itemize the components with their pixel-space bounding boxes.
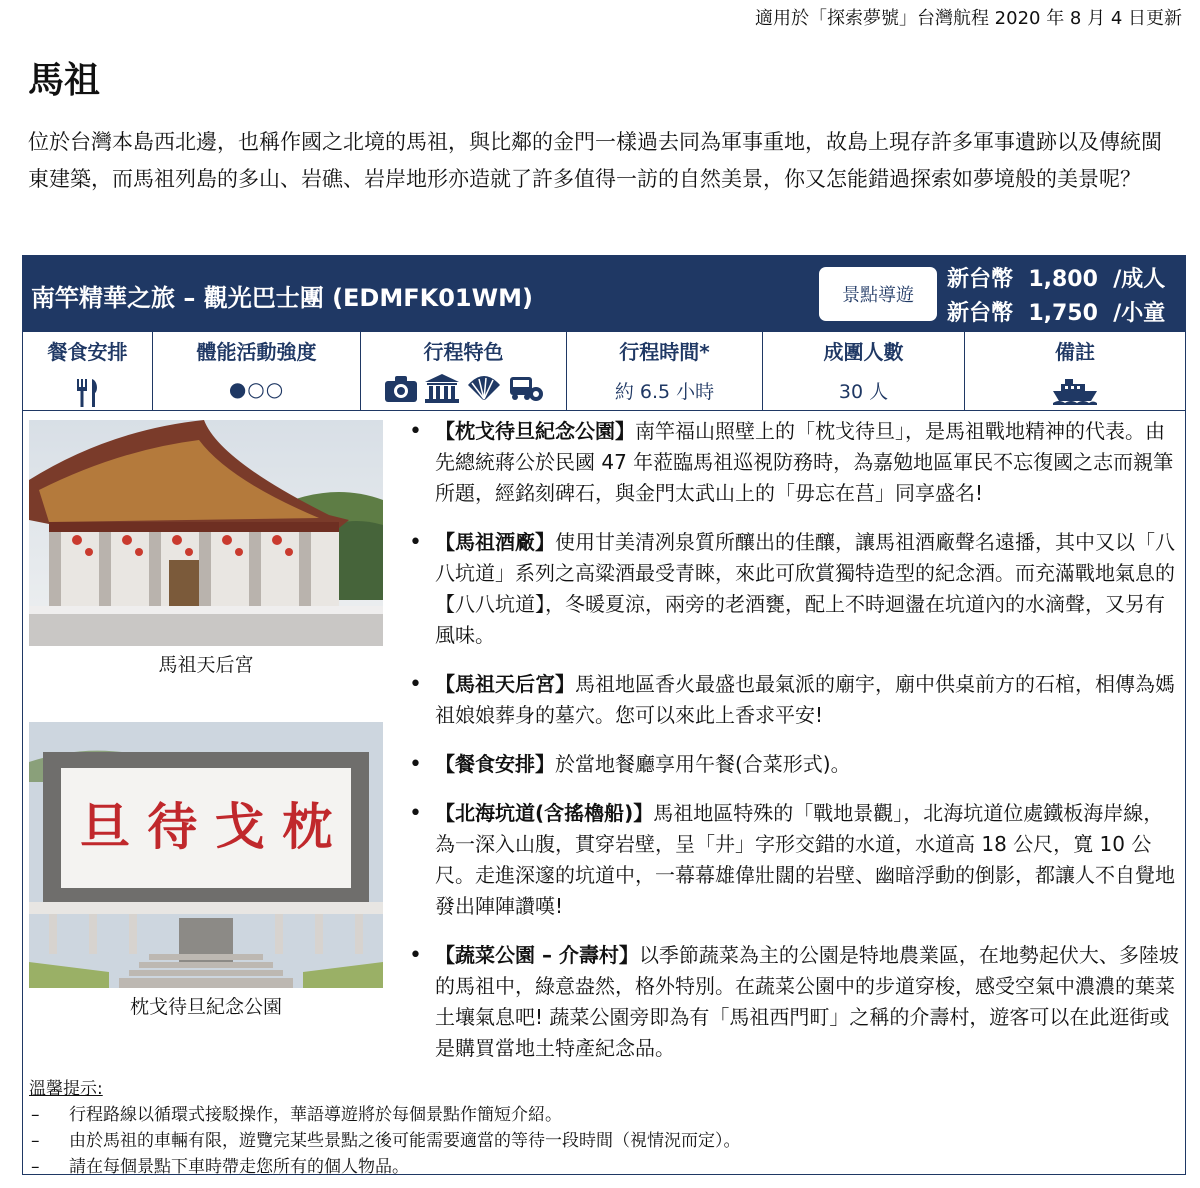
meal-label: 餐食安排 (47, 340, 128, 364)
info-meal (23, 332, 153, 410)
info-duration (567, 332, 763, 410)
price-adult: 新台幣 1,800 /成人 (947, 267, 1166, 292)
attraction-item (403, 749, 1183, 780)
tip-item: – 由於馬祖的車輛有限，遊覽完某些景點之後可能需要適當的等待一段時間（視情況而定）。 (29, 1128, 1179, 1154)
tour-box (22, 255, 1186, 1175)
intensity-rating: ●○○ (228, 377, 285, 401)
note-label: 備註 (1055, 340, 1095, 364)
guide-button[interactable]: 景點導遊 (819, 267, 937, 321)
group-value: 30 人 (838, 381, 889, 403)
attraction-item (403, 669, 1183, 731)
fan-icon (466, 373, 502, 403)
attraction-item (403, 416, 1183, 509)
price-child: 新台幣 1,750 /小童 (947, 301, 1166, 326)
attraction-title: 【馬祖酒廠】 (435, 530, 555, 554)
attraction-item (403, 940, 1183, 1064)
tour-name: 南竿精華之旅 – 觀光巴士團 (EDMFK01WM) (31, 284, 533, 312)
duration-label: 行程時間* (619, 340, 710, 364)
temple-caption: 馬祖天后宮 (158, 654, 254, 676)
attraction-text: 使用甘美清冽泉質所釀出的佳釀，讓馬祖酒廠聲名遠播，其中又以「八八坑道」系列之高粱酒最受青睞，來此可欣賞獨特造型的紀念酒。而充滿戰地氣息的【八八坑道】，冬暖夏涼，兩旁的老酒甕，配上不時迴盪在坑道內的水滴聲，又另有風味。 (435, 530, 1175, 647)
attraction-title: 【蔬菜公園 – 介壽村】 (435, 943, 639, 967)
info-intensity (153, 332, 361, 410)
page-title: 馬祖 (28, 60, 101, 101)
attraction-item (403, 527, 1183, 651)
info-row (23, 332, 1185, 411)
bus-gear-icon (508, 373, 544, 403)
features-icons (384, 373, 544, 403)
meal-icon (73, 377, 103, 409)
group-label: 成團人數 (823, 340, 904, 364)
attraction-item (403, 798, 1183, 922)
update-note: 適用於「探索夢號」台灣航程 2020 年 8 月 4 日更新 (754, 8, 1182, 29)
tour-header (23, 256, 1185, 332)
attraction-text: 南竿福山照壁上的「枕戈待旦」，是馬祖戰地精神的代表。由先總統蔣公於民國 47 年蒞臨馬祖巡視防務時，為嘉勉地區軍民不忘復國之志而親筆所題，經銘刻碑石，與金門太武山上的「毋忘在莒」同享盛名! (435, 419, 1174, 505)
duration-value: 約 6.5 小時 (614, 381, 715, 403)
info-group (763, 332, 965, 410)
memorial-caption: 枕戈待旦紀念公園 (129, 996, 282, 1018)
attraction-text: 以季節蔬菜為主的公園是特地農業區，在地勢起伏大、多陸坡的馬祖中，綠意盎然，格外特別。在蔬菜公園中的步道穿梭，感受空氣中濃濃的葉菜土壤氣息吧! 蔬菜公園旁即為有「馬祖西門町」之稱的介壽村，遊客可以在此逛街或是購買當地土特產紀念品。 (435, 943, 1179, 1060)
tip-item: – 行程路線以循環式接駁操作，華語導遊將於每個景點作簡短介紹。 (29, 1102, 1179, 1128)
attraction-title: 【餐食安排】 (435, 752, 555, 776)
attraction-text: 於當地餐廳享用午餐(合菜形式)。 (555, 752, 851, 776)
attraction-title: 【北海坑道(含搖櫓船)】 (435, 801, 654, 825)
intensity-dots (229, 377, 284, 401)
temple-photo (29, 420, 383, 646)
intro-paragraph: 位於台灣本島西北邊，也稱作國之北境的馬祖，與比鄰的金門一樣過去同為軍事重地，故島上現存許多軍事遺跡以及傳統閩東建築，而馬祖列島的多山、岩礁、岩岸地形亦造就了許多值得一訪的自然美景，你又怎能錯過探索如夢境般的美景呢？ (28, 130, 1162, 191)
attraction-title: 【馬祖天后宮】 (435, 672, 575, 696)
info-note (965, 332, 1185, 410)
attraction-text: 馬祖地區香火最盛也最氣派的廟宇，廟中供桌前方的石棺，相傳為媽祖娘娘葬身的墓穴。您可以來此上香求平安! (435, 672, 1175, 727)
tips-title: 溫馨提示: (29, 1079, 103, 1099)
museum-icon (424, 373, 460, 403)
attraction-title: 【枕戈待旦紀念公園】 (435, 419, 635, 443)
tips-section (29, 1076, 1179, 1180)
attraction-list (403, 416, 1183, 1082)
ship-icon (1051, 377, 1099, 405)
attraction-text: 馬祖地區特殊的「戰地景觀」，北海坑道位處鐵板海岸線，為一深入山腹，貫穿岩壁，呈「井」字形交錯的水道，水道高 18 公尺，寬 10 公尺。走進深邃的坑道中，一幕幕雄偉壯闊的岩壁、幽暗浮動的倒影，都讓人不自覺地發出陣陣讚嘆! (435, 801, 1175, 918)
memorial-photo (29, 722, 383, 988)
tip-item: – 請在每個景點下車時帶走您所有的個人物品。 (29, 1154, 1179, 1180)
features-label: 行程特色 (423, 340, 504, 364)
camera-icon (384, 373, 418, 403)
intensity-label: 體能活動強度 (196, 340, 317, 364)
info-features (361, 332, 567, 410)
inscription-text: 旦 待 戈 枕 (79, 797, 333, 856)
